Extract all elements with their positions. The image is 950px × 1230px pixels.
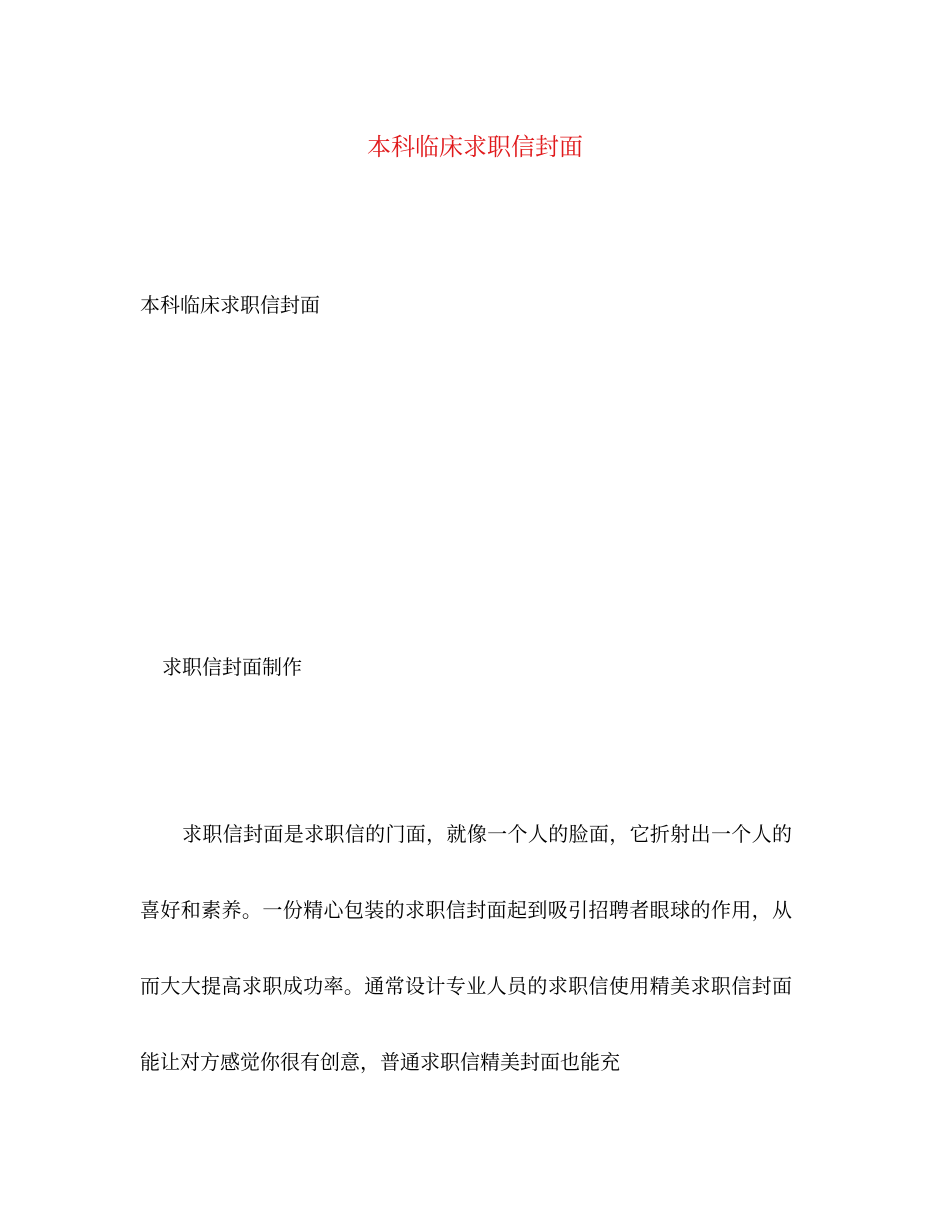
section-heading: 求职信封面制作 bbox=[162, 655, 302, 679]
document-subtitle: 本科临床求职信封面 bbox=[140, 293, 320, 317]
body-paragraph: 求职信封面是求职信的门面，就像一个人的脸面，它折射出一个人的喜好和素养。一份精心包装的求职信封面起到吸引招聘者眼球的作用，从而大大提高求职成功率。通常设计专业人员的求职信使用精美求职信封面能让对方感觉你很有创意，普通求职信精美封面也能充 bbox=[140, 822, 792, 1074]
document-title: 本科临床求职信封面 bbox=[367, 133, 583, 161]
